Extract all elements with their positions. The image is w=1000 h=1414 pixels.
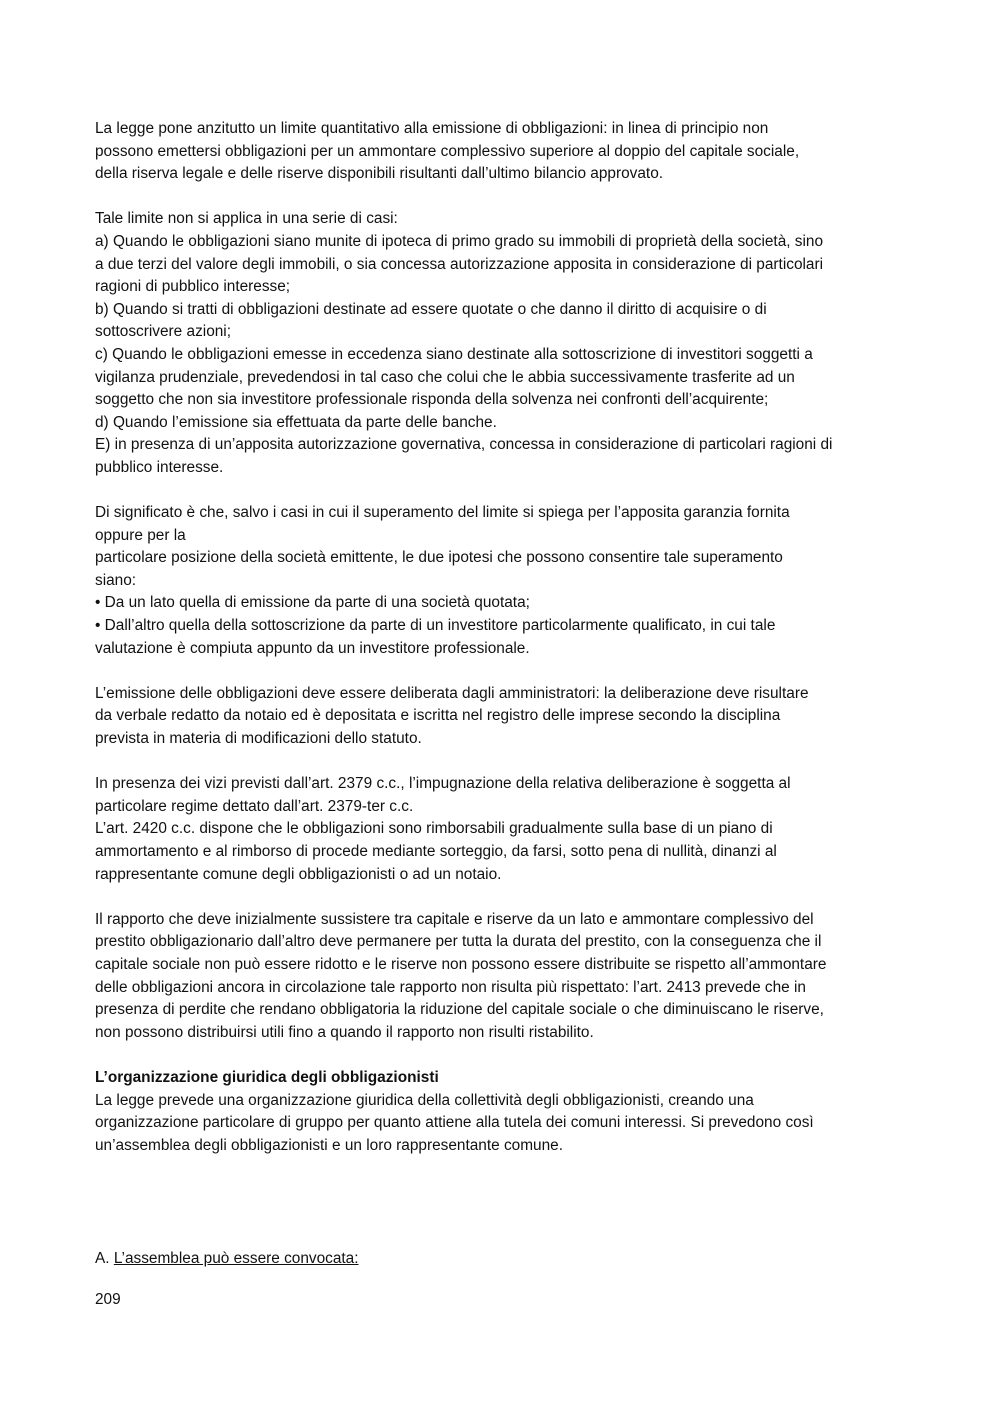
paragraph-organization bbox=[95, 1067, 910, 1157]
text-line: rappresentante comune degli obbligazionisti o ad un notaio. bbox=[95, 865, 502, 883]
bullet-item: • Dall’altro quella della sottoscrizione da parte di un investitore particolarmente qualificato, in cui tale bbox=[95, 617, 776, 635]
paragraph-deliberation bbox=[95, 683, 910, 751]
text-line: vigilanza prudenziale, prevedendosi in tal caso che colui che le abbia successivamente trasferite ad un bbox=[95, 368, 795, 386]
text-line: La legge pone anzitutto un limite quantitativo alla emissione di obbligazioni: in linea di principio non bbox=[95, 120, 769, 137]
vertical-spacer bbox=[95, 1180, 910, 1248]
text-line: In presenza dei vizi previsti dall’art. 2379 c.c., l’impugnazione della relativa deliberazione è soggetta al bbox=[95, 775, 791, 793]
paragraph-capital-ratio bbox=[95, 909, 910, 1045]
section-a-heading bbox=[95, 1248, 910, 1271]
text-line: capitale sociale non può essere ridotto e le riserve non possono essere distribuite se rispetto all’ammontare bbox=[95, 955, 827, 973]
text-line: presenza di perdite che rendano obbligatoria la riduzione del capitale sociale o che diminuiscano le riserve, bbox=[95, 1001, 824, 1019]
text-line: Tale limite non si applica in una serie di casi: bbox=[95, 210, 398, 228]
text-line: organizzazione particolare di gruppo per quanto attiene alla tutela dei comuni interessi. Si prevedono così bbox=[95, 1114, 814, 1132]
text-line: della riserva legale e delle riserve disponibili risultanti dall’ultimo bilancio approvato. bbox=[95, 165, 664, 183]
text-line: siano: bbox=[95, 571, 137, 589]
text-line: La legge prevede una organizzazione giuridica della collettività degli obbligazionisti, creando una bbox=[95, 1091, 754, 1109]
text-line: ammortamento e al rimborso di procede mediante sorteggio, da farsi, sotto pena di nullità, dinanzi al bbox=[95, 843, 777, 860]
text-line: prestito obbligazionario dall’altro deve permanere per tutta la durata del prestito, con la conseguenza che il bbox=[95, 933, 822, 951]
text-line: L’art. 2420 c.c. dispone che le obbligazioni sono rimborsabili gradualmente sulla base di un piano di bbox=[95, 820, 773, 838]
text-line: Il rapporto che deve inizialmente sussistere tra capitale e riserve da un lato e ammontare complessivo del bbox=[95, 910, 814, 928]
paragraph-impugnation bbox=[95, 773, 910, 886]
paragraph-emission-limit bbox=[95, 118, 910, 186]
page-number: 209 bbox=[95, 1291, 121, 1308]
text-line: particolare regime dettato dall’art. 2379-ter c.c. bbox=[95, 797, 414, 815]
text-line: da verbale redatto da notaio ed è depositata e iscritta nel registro delle imprese secondo la disciplina bbox=[95, 707, 781, 725]
text-line: delle obbligazioni ancora in circolazione tale rapporto non risulta più rispettato: l’art. 2413 prevede che in bbox=[95, 978, 806, 996]
text-line: a) Quando le obbligazioni siano munite di ipoteca di primo grado su immobili di proprietà della società, sino bbox=[95, 232, 824, 250]
text-line: prevista in materia di modificazioni dello statuto. bbox=[95, 730, 422, 748]
text-line: L’emissione delle obbligazioni deve essere deliberata dagli amministratori: la deliberazione deve risultare bbox=[95, 684, 809, 702]
text-line: ragioni di pubblico interesse; bbox=[95, 278, 291, 296]
text-line: a due terzi del valore degli immobili, o sia concessa autorizzazione apposita in considerazione di particolari bbox=[95, 255, 824, 273]
paragraph-significance bbox=[95, 502, 910, 660]
text-line: possono emettersi obbligazioni per un ammontare complessivo superiore al doppio del capitale sociale, bbox=[95, 142, 800, 160]
section-a-prefix: A. bbox=[95, 1249, 114, 1267]
text-line: oppure per la bbox=[95, 526, 186, 544]
section-heading: L’organizzazione giuridica degli obbligazionisti bbox=[95, 1068, 439, 1086]
text-line: un’assemblea degli obbligazionisti e un loro rappresentante comune. bbox=[95, 1136, 564, 1154]
text-line: c) Quando le obbligazioni emesse in eccedenza siano destinate alla sottoscrizione di investitori soggetti a bbox=[95, 345, 813, 363]
text-line: Di significato è che, salvo i casi in cui il superamento del limite si spiega per l’apposita garanzia fornita bbox=[95, 504, 790, 522]
paragraph-exceptions bbox=[95, 208, 910, 479]
text-line: particolare posizione della società emittente, le due ipotesi che possono consentire tale superamento bbox=[95, 549, 783, 567]
text-line: E) in presenza di un’apposita autorizzazione governativa, concessa in considerazione di particolari ragioni di bbox=[95, 436, 833, 454]
section-a-title: L’assemblea può essere convocata: bbox=[113, 1249, 359, 1267]
document-body bbox=[95, 118, 910, 1293]
text-line: valutazione è compiuta appunto da un investitore professionale. bbox=[95, 639, 530, 657]
text-line: soggetto che non sia investitore professionale risponda della solvenza nei confronti dell’acquirente; bbox=[95, 391, 769, 409]
text-line: pubblico interesse. bbox=[95, 458, 224, 476]
bullet-item: • Da un lato quella di emissione da parte di una società quotata; bbox=[95, 594, 530, 612]
text-line: b) Quando si tratti di obbligazioni destinate ad essere quotate o che danno il diritto di acquisire o di bbox=[95, 300, 767, 318]
text-line: sottoscrivere azioni; bbox=[95, 323, 232, 341]
text-line: non possono distribuirsi utili fino a quando il rapporto non risulti ristabilito. bbox=[95, 1023, 594, 1041]
text-line: d) Quando l’emissione sia effettuata da parte delle banche. bbox=[95, 413, 497, 431]
